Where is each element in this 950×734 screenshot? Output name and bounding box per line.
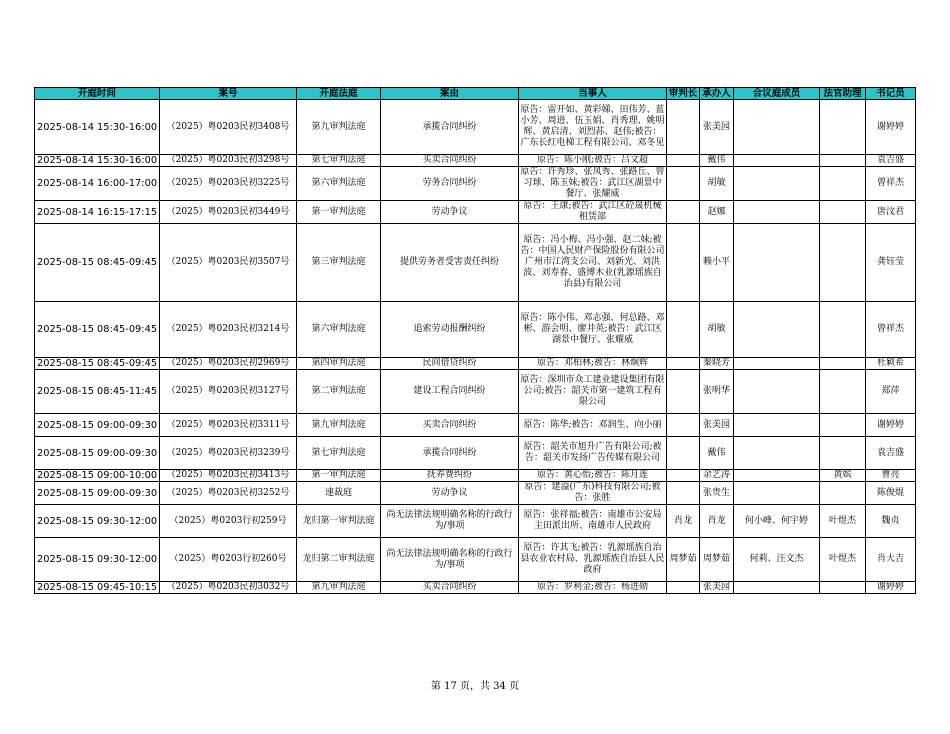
case-number-cell: （2025）粤0203民初3127号 [160,370,297,414]
column-header: 法官助理 [820,88,866,100]
parties-cell: 原告：邓柏林;被告：林炯辉 [519,358,667,370]
parties-cell: 原告：冯小梅、冯小强、赵二妹;被告：中国人民财产保险股份有限公司广州市江湾支公司、刘新光、刘洪波、刘寿春、盛博木业(乳源瑶族自治县)有限公司 [519,224,667,302]
table-header-row [35,88,916,100]
cause-cell: 劳动争议 [381,482,519,505]
courtroom-cell: 第七审判法庭 [297,437,381,470]
clerk-cell: 曹亮 [866,470,916,482]
judge-assistant-cell [820,437,866,470]
column-header: 书记员 [866,88,916,100]
handler-cell: 胡敏 [700,302,734,358]
cause-cell: 买卖合同纠纷 [381,582,519,594]
cause-cell: 买卖合同纠纷 [381,155,519,167]
table-row [35,505,916,538]
parties-cell: 原告：王康;被告：武江区砼晟机械租赁部 [519,201,667,224]
clerk-cell: 谢婷婷 [866,582,916,594]
page-footer: 第 17 页，共 34 页 [430,681,520,692]
cause-cell: 承揽合同纠纷 [381,437,519,470]
parties-cell: 原告：许秀珍、张凤秀、张路丘、曾习球、陈玉妹;被告：武江区湖景中餐厅、张耀威 [520,167,665,199]
judge-assistant-cell [820,224,866,302]
parties-cell: 原告：陈小刚;被告：吕文超 [519,155,667,167]
case-number-cell: （2025）粤0203民初3413号 [160,470,297,482]
parties-cell: 原告：张祥福;被告：南雄市公安局主田派出所、南雄市人民政府 [519,505,667,538]
clerk-cell: 陈俊焜 [866,482,916,505]
clerk-cell: 谢婷婷 [866,100,916,155]
table-row [35,470,916,482]
panel-members-cell [734,302,820,358]
table-row [35,437,916,470]
courtroom-cell: 速裁庭 [297,482,381,505]
courtroom-cell: 第九审判法庭 [297,582,381,594]
case-number-cell: （2025）粤0203民初3239号 [160,437,297,470]
handler-cell: 张明华 [700,370,734,414]
table-row [35,100,916,155]
presiding-judge-cell: 肖龙 [667,505,700,538]
case-number-cell: （2025）粤0203民初3311号 [160,414,297,437]
handler-cell: 余艺涛 [700,470,734,482]
presiding-judge-cell: 周梦茹 [667,538,700,582]
handler-cell: 胡敏 [700,167,734,201]
panel-members-cell [734,358,820,370]
courtroom-cell: 第六审判法庭 [297,167,381,201]
table-row [35,167,916,201]
panel-members-cell [734,470,820,482]
parties-cell: 原告：陈小伟、邓志强、何总路、邓彬、游会明、廖井英;被告：武江区湖景中餐厅、张耀威 [519,302,667,358]
time-cell: 2025-08-15 09:00-09:30 [35,437,160,470]
cause-cell: 民间借贷纠纷 [381,358,519,370]
handler-cell: 张美园 [700,414,734,437]
column-header: 承办人 [700,88,734,100]
panel-members-cell [734,155,820,167]
handler-cell: 戴伟 [700,155,734,167]
handler-cell: 戴伟 [700,437,734,470]
panel-members-cell [734,224,820,302]
handler-cell: 张美园 [700,582,734,594]
panel-members-cell [734,167,820,201]
column-header: 案由 [381,88,519,100]
handler-cell: 张贵生 [700,482,734,505]
clerk-cell: 袁吉盛 [866,155,916,167]
time-cell: 2025-08-14 16:15-17:15 [35,201,160,224]
panel-members-cell [734,370,820,414]
table-row [35,224,916,302]
time-cell: 2025-08-15 09:00-09:30 [35,482,160,505]
cause-cell: 尚无法律法规明确名称的行政行为/事项 [381,538,519,582]
presiding-judge-cell [667,302,700,358]
panel-members-cell: 何莉、汪文杰 [734,538,820,582]
case-number-cell: （2025）粤0203民初3252号 [160,482,297,505]
time-cell: 2025-08-15 08:45-09:45 [35,358,160,370]
courtroom-cell: 第七审判法庭 [297,155,381,167]
case-number-cell: （2025）粤0203民初3225号 [160,167,297,201]
time-cell: 2025-08-14 16:00-17:00 [35,167,160,201]
handler-cell: 周梦茹 [700,538,734,582]
clerk-cell: 郑萍 [866,370,916,414]
presiding-judge-cell [667,167,700,201]
courtroom-cell: 第一审判法庭 [297,201,381,224]
case-number-cell: （2025）粤0203民初3298号 [160,155,297,167]
cause-cell: 追索劳动报酬纠纷 [381,302,519,358]
table-row [35,302,916,358]
table-row [35,358,916,370]
time-cell: 2025-08-15 09:45-10:15 [35,582,160,594]
judge-assistant-cell [820,167,866,201]
panel-members-cell [734,437,820,470]
parties-cell: 原告：陈华;被告：邓润生、向小丽 [519,414,667,437]
courtroom-cell: 第九审判法庭 [297,414,381,437]
column-header: 当事人 [519,88,667,100]
courtroom-cell: 第一审判法庭 [297,470,381,482]
clerk-cell: 肖大吉 [866,538,916,582]
parties-cell: 原告：许其飞;被告：乳源瑶族自治县农业农村局、乳源瑶族自治县人民政府 [519,538,667,582]
courtroom-cell: 龙归第二审判法庭 [297,538,381,582]
panel-members-cell [734,201,820,224]
courtroom-cell: 龙归第一审判法庭 [297,505,381,538]
judge-assistant-cell [820,358,866,370]
panel-members-cell [734,482,820,505]
clerk-cell: 袁吉盛 [866,437,916,470]
time-cell: 2025-08-15 09:00-10:00 [35,470,160,482]
presiding-judge-cell [667,437,700,470]
presiding-judge-cell [667,470,700,482]
table-row [35,201,916,224]
case-number-cell: （2025）粤0203民初2969号 [160,358,297,370]
judge-assistant-cell [820,482,866,505]
presiding-judge-cell [667,358,700,370]
judge-assistant-cell [820,201,866,224]
clerk-cell: 唐汶君 [866,201,916,224]
table-body [35,100,916,594]
column-header: 合议庭成员 [734,88,820,100]
time-cell: 2025-08-15 08:45-09:45 [35,224,160,302]
column-header: 审判长 [667,88,700,100]
case-number-cell: （2025）粤0203行初260号 [160,538,297,582]
parties-cell: 原告：雷开如、黄彩娣、田伟芳、蓝小芳、周进、伍玉娟、肖秀理、姚明辉、黄启清、刘烈荪、赵伟;被告：广东长红电梯工程有限公司、邓冬见 [519,100,667,155]
parties-cell: 原告：建溢(广东)科技有限公司;被告：张胜 [519,482,667,505]
column-header: 开庭法庭 [297,88,381,100]
parties-cell: 原告：黄心怡;被告：陈月莲 [519,470,667,482]
presiding-judge-cell [667,582,700,594]
presiding-judge-cell [667,100,700,155]
courtroom-cell: 第九审判法庭 [297,100,381,155]
judge-assistant-cell [820,370,866,414]
cause-cell: 劳动争议 [381,201,519,224]
judge-assistant-cell: 叶煜杰 [820,505,866,538]
panel-members-cell: 何小峰、何宇婷 [734,505,820,538]
handler-cell: 秦晓芳 [700,358,734,370]
case-number-cell: （2025）粤0203民初3214号 [160,302,297,358]
judge-assistant-cell [820,414,866,437]
cause-cell: 买卖合同纠纷 [381,414,519,437]
cause-cell: 尚无法律法规明确名称的行政行为/事项 [381,505,519,538]
courtroom-cell: 第二审判法庭 [297,370,381,414]
table-row [35,538,916,582]
handler-cell: 赵娜 [700,201,734,224]
parties-cell: 原告：深圳市众工建业建设集团有限公司;被告：韶关市第一建筑工程有限公司 [519,370,667,414]
clerk-cell: 龚钰莹 [866,224,916,302]
presiding-judge-cell [667,201,700,224]
judge-assistant-cell: 黄嫔 [820,470,866,482]
presiding-judge-cell [667,482,700,505]
cause-cell: 建设工程合同纠纷 [381,370,519,414]
table-row [35,582,916,594]
judge-assistant-cell [820,582,866,594]
clerk-cell: 曾祥杰 [866,302,916,358]
table-row [35,370,916,414]
handler-cell: 赖小平 [700,224,734,302]
time-cell: 2025-08-15 09:30-12:00 [35,505,160,538]
judge-assistant-cell [820,302,866,358]
cause-cell: 劳务合同纠纷 [381,167,519,201]
parties-cell: 原告：韶关市旭升广告有限公司;被告：韶关市发扬广告传媒有限公司 [519,437,667,470]
case-number-cell: （2025）粤0203行初259号 [160,505,297,538]
table-row [35,155,916,167]
handler-cell: 张美园 [700,100,734,155]
presiding-judge-cell [667,155,700,167]
time-cell: 2025-08-14 15:30-16:00 [35,100,160,155]
clerk-cell: 魏贞 [866,505,916,538]
clerk-cell: 杜颖希 [866,358,916,370]
time-cell: 2025-08-15 08:45-09:45 [35,302,160,358]
judge-assistant-cell [820,100,866,155]
presiding-judge-cell [667,414,700,437]
panel-members-cell [734,100,820,155]
parties-cell: 原告：罗利金;被告：杨进勋 [519,582,667,594]
panel-members-cell [734,582,820,594]
time-cell: 2025-08-14 15:30-16:00 [35,155,160,167]
time-cell: 2025-08-15 09:00-09:30 [35,414,160,437]
courtroom-cell: 第四审判法庭 [297,358,381,370]
case-number-cell: （2025）粤0203民初3507号 [160,224,297,302]
case-number-cell: （2025）粤0203民初3032号 [160,582,297,594]
column-header: 案号 [160,88,297,100]
cause-cell: 抚养费纠纷 [381,470,519,482]
time-cell: 2025-08-15 08:45-11:45 [35,370,160,414]
time-cell: 2025-08-15 09:30-12:00 [35,538,160,582]
table-row [35,482,916,505]
handler-cell: 肖龙 [700,505,734,538]
panel-members-cell [734,414,820,437]
table-row [35,414,916,437]
presiding-judge-cell [667,224,700,302]
cause-cell: 提供劳务者受害责任纠纷 [381,224,519,302]
case-number-cell: （2025）粤0203民初3449号 [160,201,297,224]
judge-assistant-cell: 叶煜杰 [820,538,866,582]
clerk-cell: 谢婷婷 [866,414,916,437]
presiding-judge-cell [667,370,700,414]
judge-assistant-cell [820,155,866,167]
case-number-cell: （2025）粤0203民初3408号 [160,100,297,155]
cause-cell: 承揽合同纠纷 [381,100,519,155]
clerk-cell: 曾祥杰 [866,167,916,201]
courtroom-cell: 第六审判法庭 [297,302,381,358]
hearing-schedule-table [34,87,916,594]
column-header: 开庭时间 [35,88,160,100]
courtroom-cell: 第三审判法庭 [297,224,381,302]
